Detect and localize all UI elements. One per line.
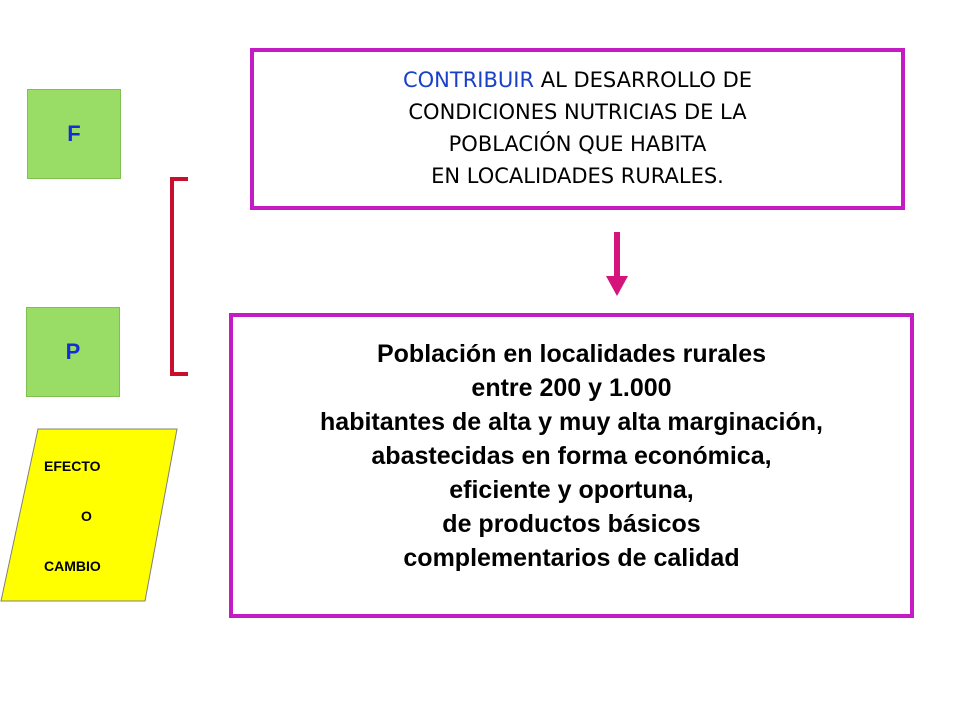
purpose-line-4: abastecidas en forma económica,	[371, 442, 772, 470]
purpose-line-1: Población en localidades rurales	[376, 340, 767, 368]
goal-verb: CONTRIBUIR	[402, 68, 535, 92]
down-arrow-head	[606, 276, 628, 296]
effect-label-line2: O	[81, 508, 92, 524]
red-bracket-connector	[172, 179, 188, 374]
goal-line-3: POBLACIÓN QUE HABITA	[448, 132, 707, 156]
level-p-label: P	[65, 339, 81, 364]
goal-line-2: CONDICIONES NUTRICIAS DE LA	[408, 100, 747, 124]
purpose-line-2: entre 200 y 1.000	[471, 374, 672, 402]
purpose-line-3: habitantes de alta y muy alta marginación,	[320, 408, 823, 436]
goal-line-1-rest: AL DESARROLLO DE	[534, 68, 753, 92]
effect-label-line3: CAMBIO	[44, 558, 101, 574]
effect-label-line1: EFECTO	[44, 458, 101, 474]
purpose-line-5: eficiente y oportuna,	[449, 476, 694, 504]
level-f-label: F	[67, 121, 81, 146]
purpose-line-6: de productos básicos	[442, 510, 701, 538]
goal-line-4: EN LOCALIDADES RURALES.	[431, 164, 724, 188]
purpose-line-7: complementarios de calidad	[403, 544, 740, 572]
